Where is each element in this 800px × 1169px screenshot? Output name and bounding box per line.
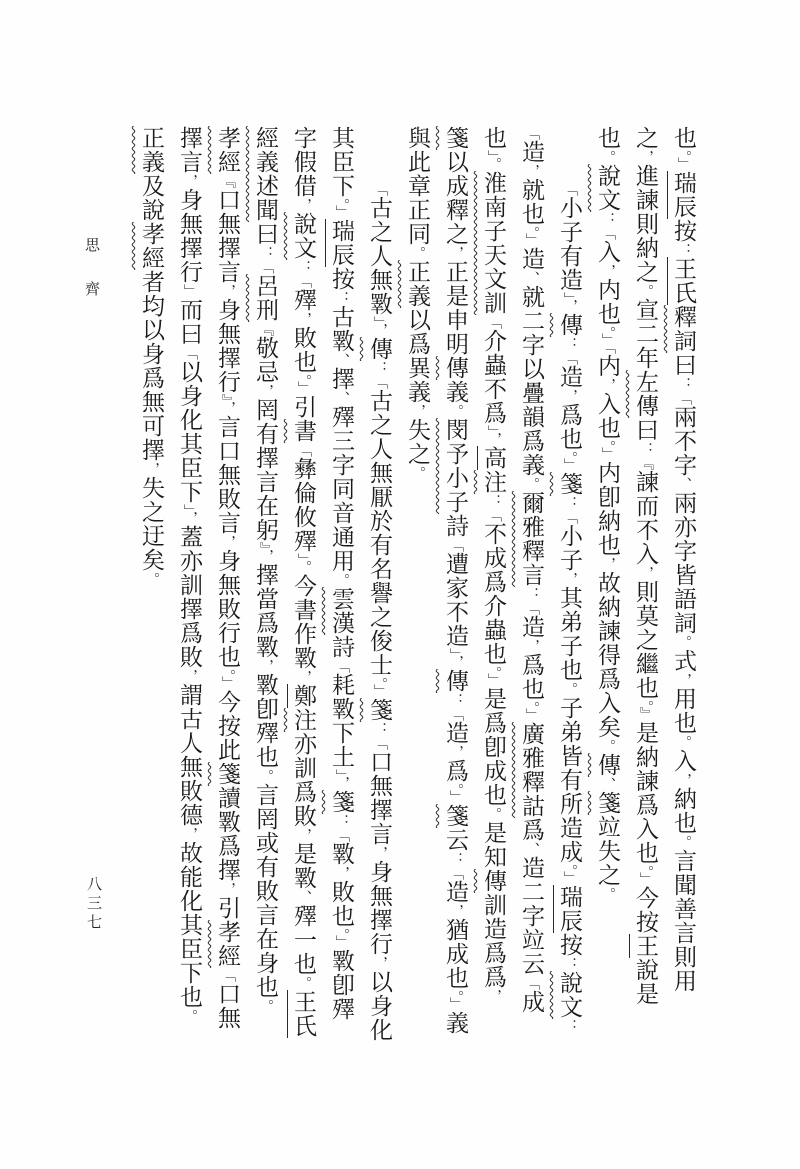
text-column: 也」。淮南子天文訓「介蟲不爲」，高注：「不成爲介蟲也。」是爲卽成也。是知傳訓造爲爲， — [481, 126, 506, 1003]
text-column: 字假借，說文：「殬，敗也。」引書「彝倫攸殬」。今書作斁，鄭注亦訓爲敗，是斁、殬一也。王氏 — [291, 126, 316, 1038]
text-column: 也。」瑞辰按：王氏釋詞曰：「兩不字、兩亦字皆語詞。式，用也。入，納也。言聞善言則用 — [671, 126, 696, 993]
text-column: 孝經『口無擇言，身無擇行』，言口無敗言，身無敗行也。」今按此箋讀斁爲擇，引孝經「口無 — [215, 126, 240, 1030]
main-text-block — [130, 126, 702, 1076]
text-column: 經義述聞曰：「呂刑『敬忌，罔有擇言在躬』，擇當爲斁，斁卽殬也。言罔或有敗言在身也。 — [253, 126, 278, 1013]
page-number: 八三七 — [85, 876, 101, 933]
text-column: 也。說文：「入，内也。」「内，入也。」内卽納也，故納諫得爲入矣。傳、箋竝失之。 — [595, 126, 620, 901]
text-column: 箋以成釋之，正是申明傳義。閔予小子詩「遭家不造」，傳：「造，爲。」箋云：「造，猶成也。」義 — [443, 126, 468, 1035]
text-column: 「古之人無斁」，傳：「古之人無厭於有名譽之俊士。」箋：「口無擇言，身無擇行，以身化 — [367, 182, 392, 1042]
text-column: 與此章正同。正義以爲異義，失之。 — [405, 126, 430, 480]
text-column: 「造，就也。」造、就二字以疊韻爲義。爾雅釋言：「造，爲也。」廣雅釋詁爲、造二字竝云「成 — [519, 126, 544, 1014]
text-column: 之，進諫則納之。宣二年左傳曰：『諫而不入，則莫之繼也。』是納諫爲入也。」今按王說是 — [633, 126, 658, 1006]
text-column: 其臣下。」瑞辰按：古斁、擇、殬三字同音通用。雲漢詩「耗斁下土」，箋：「斁，敗也。」斁卽殬 — [329, 126, 354, 1021]
text-column: 「小子有造」，傳：「造，爲也。」箋：「小子，其弟子也。子弟皆有所造成。」瑞辰按：說文： — [557, 182, 582, 1033]
text-column: 擇言，身無擇行」而曰「以身化其臣下」，蓋亦訓擇爲敗，謂古人無敗德，故能化其臣下也。 — [177, 126, 202, 1023]
running-title: 思齊 — [83, 237, 99, 325]
text-column: 正義及說孝經者均以身爲無可擇，失之迂矣。 — [139, 126, 164, 586]
